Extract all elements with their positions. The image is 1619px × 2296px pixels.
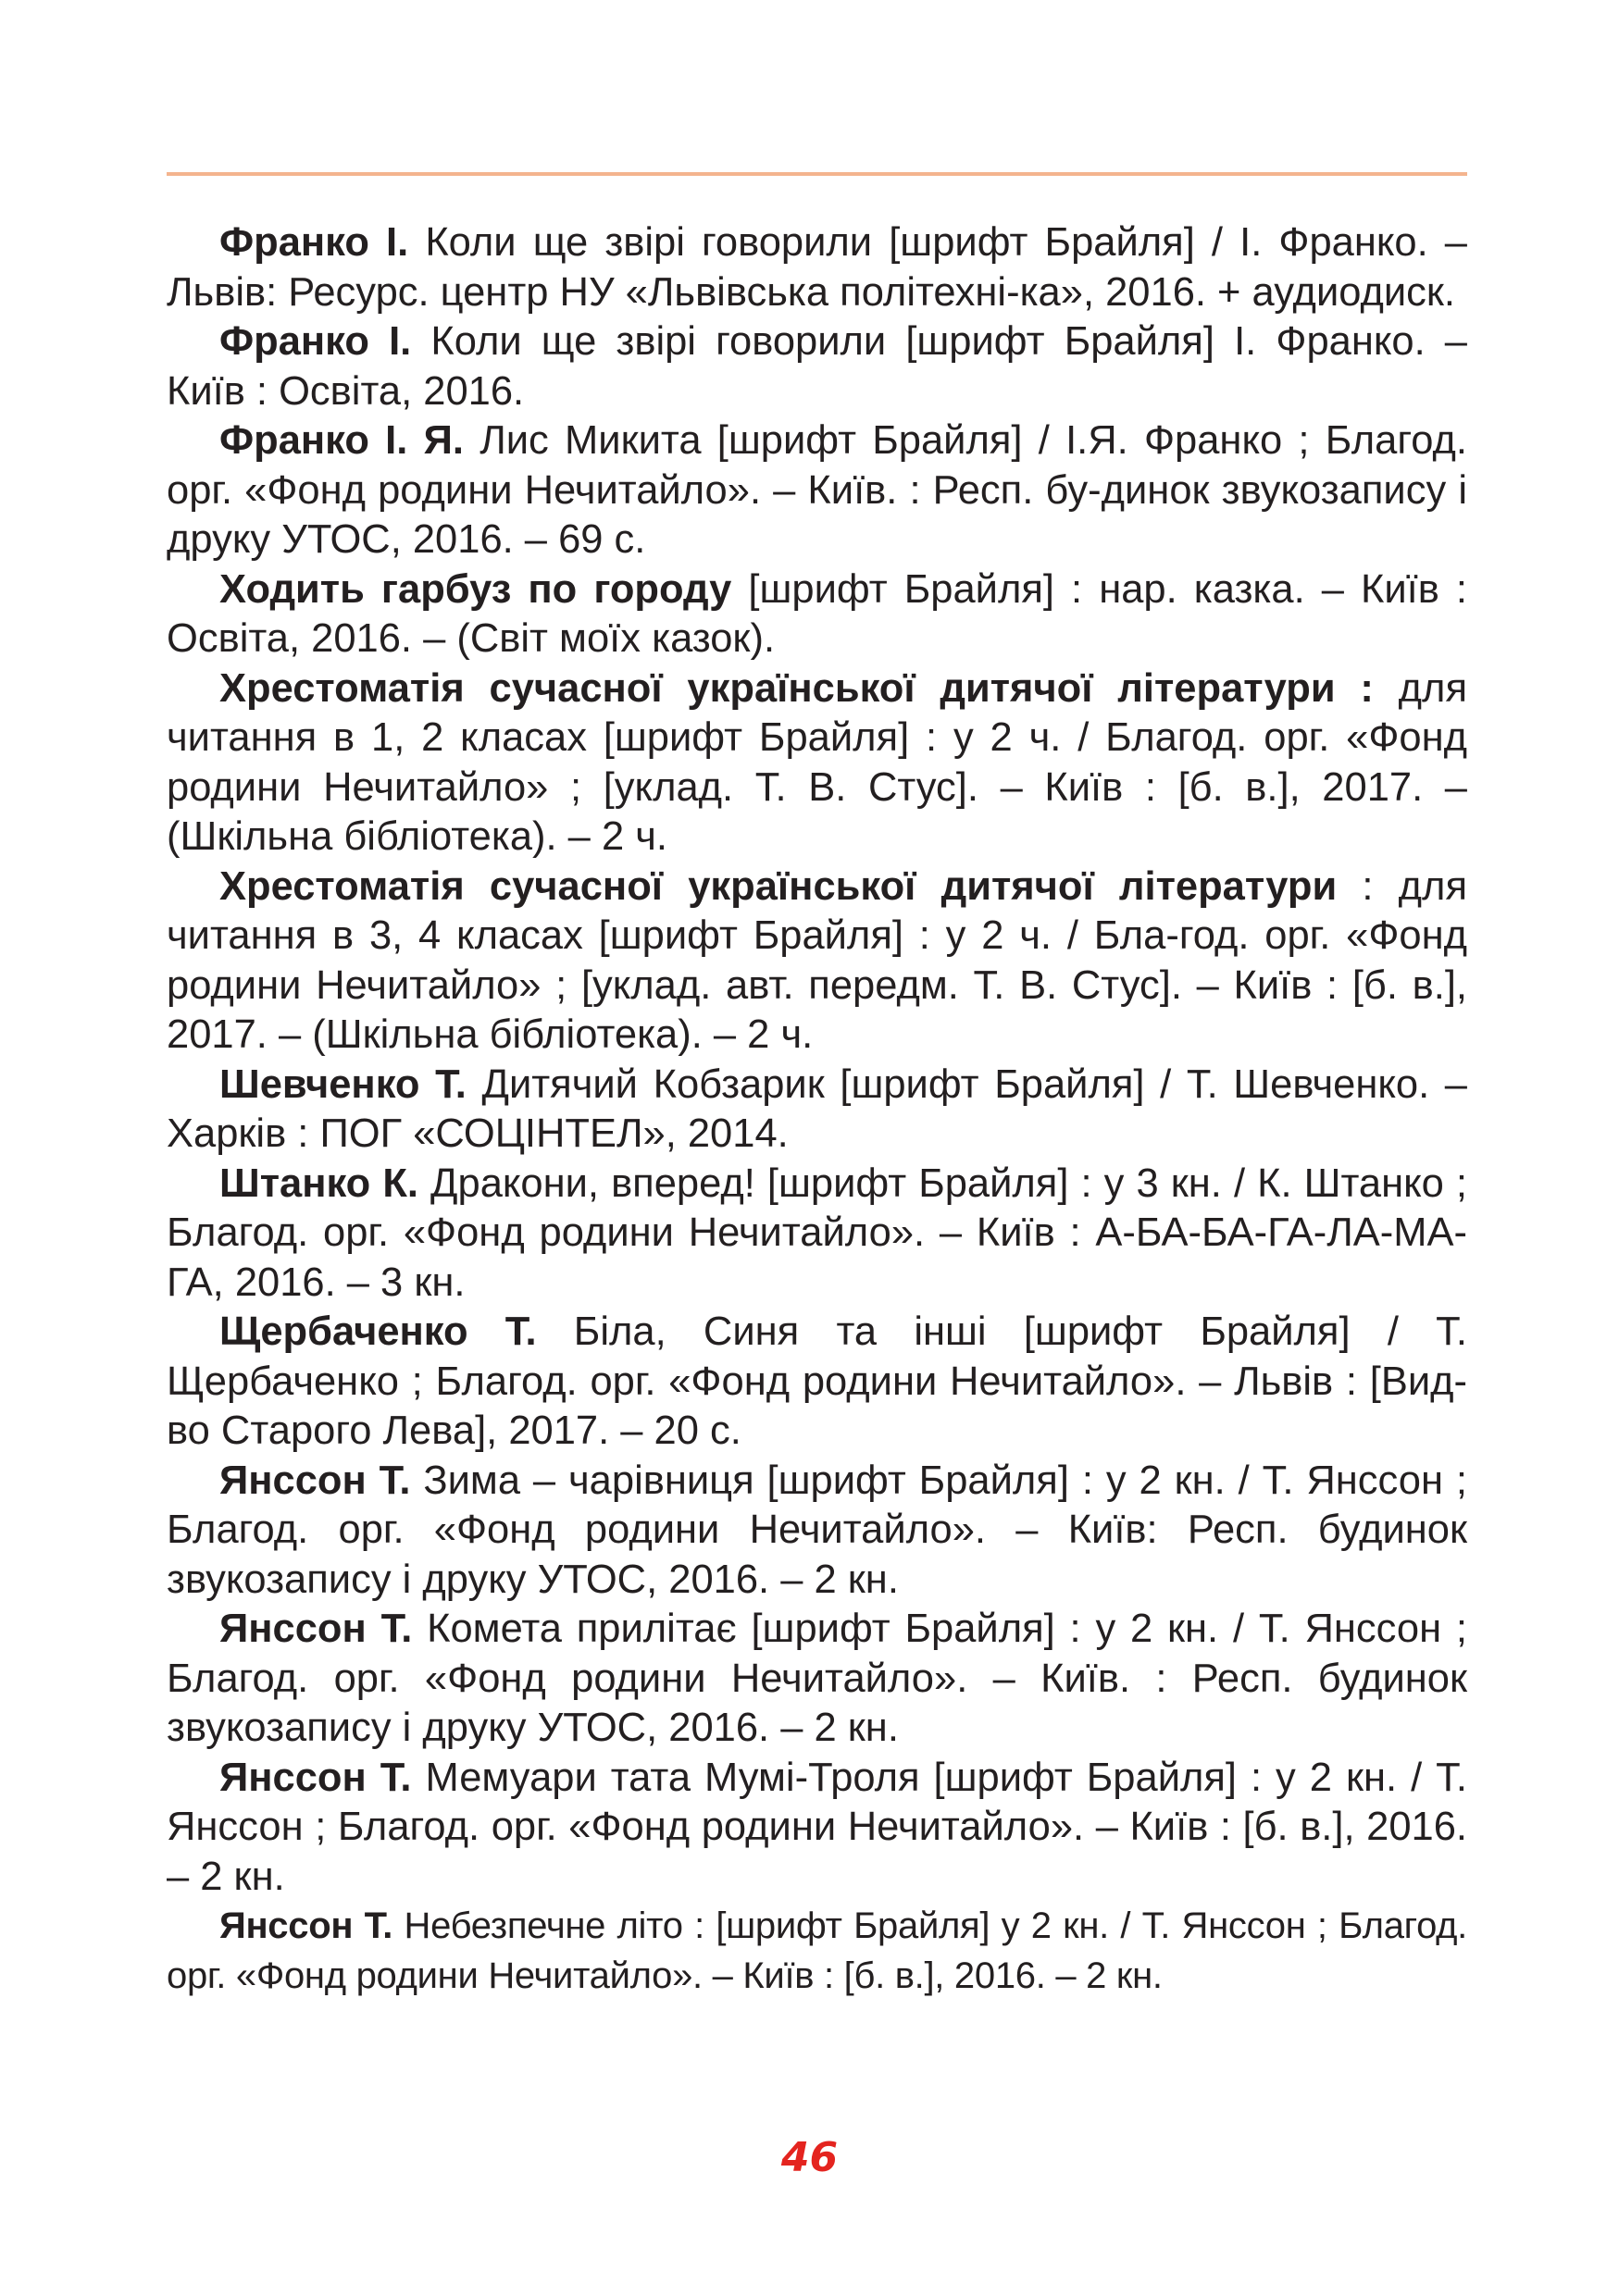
entry-text: Небезпечне літо : [шрифт Брайля] у 2 кн. / Т. Янссон ; Благод. орг. «Фонд родини Нечитайло». – Київ : [б. в.], 2016. – 2 кн. bbox=[167, 1905, 1467, 1996]
bibliography-entry bbox=[167, 1754, 1467, 1903]
bibliography-entry bbox=[167, 1902, 1467, 2001]
entry-author: Янссон Т. bbox=[219, 1607, 413, 1651]
entry-text: Дитячий Кобзарик [шрифт Брайля] / Т. Шевченко. – Харків : ПОГ «СОЦІНТЕЛ», 2014. bbox=[167, 1061, 1467, 1156]
bibliography-entry bbox=[167, 416, 1467, 565]
entry-author: Франко І. bbox=[219, 319, 412, 364]
entry-author: Ходить гарбуз по городу bbox=[219, 566, 732, 612]
entry-author: Хрестоматія сучасної української дитячої літератури bbox=[219, 863, 1338, 909]
bibliography-entry bbox=[167, 863, 1467, 1061]
bibliography-entry bbox=[167, 664, 1467, 863]
entry-text: Лис Микита [шрифт Брайля] / І.Я. Франко ; Благод. орг. «Фонд родини Нечитайло». – Київ. : Респ. бу-динок звукозапису і друку УТОС, 2016. – 69 с. bbox=[167, 418, 1467, 562]
bibliography-entry bbox=[167, 218, 1467, 317]
entry-text: Зима – чарівниця [шрифт Брайля] : у 2 кн. / Т. Янссон ; Благод. орг. «Фонд родини Нечитайло». – Київ: Респ. будинок звукозапису і друку УТОС, 2016. – 2 кн. bbox=[167, 1458, 1467, 1602]
entry-author: Франко І. Я. bbox=[219, 418, 464, 463]
entry-text: [шрифт Брайля] : нар. казка. – Київ : Освіта, 2016. – (Світ моїх казок). bbox=[167, 566, 1467, 661]
entry-text: Біла, Синя та інші [шрифт Брайля] / Т. Щербаченко ; Благод. орг. «Фонд родини Нечитайло». – Львів : [Вид-во Старого Лева], 2017. – 20 с. bbox=[167, 1309, 1467, 1453]
entry-text: Мемуари тата Мумі-Троля [шрифт Брайля] : у 2 кн. / Т. Янссон ; Благод. орг. «Фонд родини Нечитайло». – Київ : [б. в.], 2016. – 2 кн. bbox=[167, 1755, 1467, 1899]
entry-author: Щербаченко Т. bbox=[219, 1309, 537, 1354]
entry-text: Коли ще звірі говорили [шрифт Брайля] / І. Франко. – Львів: Ресурс. центр НУ «Львівська політехні-ка», 2016. + аудиодиск. bbox=[167, 220, 1467, 315]
entry-author: Янссон Т. bbox=[219, 1458, 411, 1503]
entry-text: Комета прилітає [шрифт Брайля] : у 2 кн. / Т. Янссон ; Благод. орг. «Фонд родини Нечитайло». – Київ. : Респ. будинок звукозапису і друку УТОС, 2016. – 2 кн. bbox=[167, 1607, 1468, 1750]
bibliography-entry bbox=[167, 317, 1467, 416]
page-number: 46 bbox=[780, 2134, 839, 2181]
entry-author: Штанко К. bbox=[219, 1160, 418, 1206]
entry-text: : для читання в 3, 4 класах [шрифт Брайля] : у 2 ч. / Бла-год. орг. «Фонд родини Нечитайло» ; [уклад. авт. передм. Т. В. Стус]. – Київ : [б. в.], 2017. – (Шкільна бібліотека). – 2 ч. bbox=[167, 863, 1467, 1057]
bibliography-entry bbox=[167, 1457, 1467, 1606]
entry-text: для читання в 1, 2 класах [шрифт Брайля] : у 2 ч. / Благод. орг. «Фонд родини Нечитайло» ; [уклад. Т. В. Стус]. – Київ : [б. в.], 2017. – (Шкільна бібліотека). – 2 ч. bbox=[167, 665, 1467, 859]
bibliography-entry bbox=[167, 1605, 1467, 1754]
bibliography-list bbox=[167, 218, 1467, 2001]
bibliography-entry bbox=[167, 1160, 1467, 1309]
entry-text: Коли ще звірі говорили [шрифт Брайля] І. Франко. – Київ : Освіта, 2016. bbox=[167, 319, 1467, 414]
entry-author: Янссон Т. bbox=[219, 1755, 412, 1800]
bibliography-entry bbox=[167, 1061, 1467, 1160]
bibliography-entry bbox=[167, 1308, 1467, 1457]
entry-author: Хрестоматія сучасної української дитячої літератури : bbox=[219, 665, 1374, 711]
bibliography-entry bbox=[167, 565, 1467, 664]
entry-text: Дракони, вперед! [шрифт Брайля] : у 3 кн. / К. Штанко ; Благод. орг. «Фонд родини Нечитайло». – Київ : А-БА-БА-ГА-ЛА-МА-ГА, 2016. – 3 кн. bbox=[167, 1160, 1467, 1305]
entry-author: Франко І. bbox=[219, 220, 409, 265]
top-divider-rule bbox=[167, 172, 1467, 176]
entry-author: Янссон Т. bbox=[219, 1905, 393, 1946]
entry-author: Шевченко Т. bbox=[219, 1061, 467, 1107]
